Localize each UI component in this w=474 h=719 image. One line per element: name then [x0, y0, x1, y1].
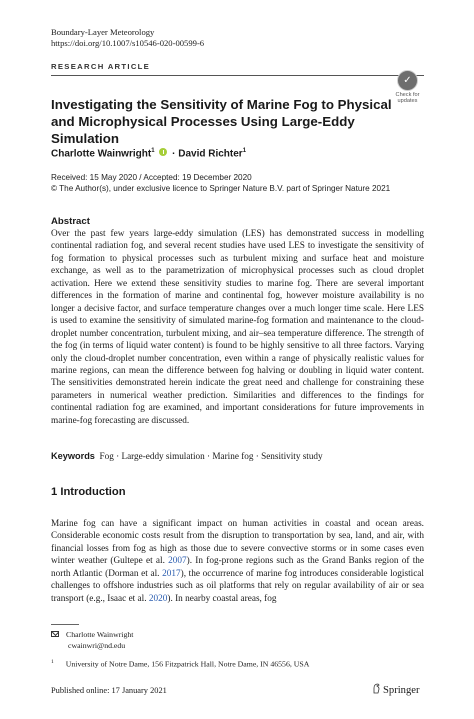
orcid-icon[interactable] — [159, 148, 167, 156]
corresponding-author: Charlotte Wainwright — [66, 630, 134, 639]
author-name[interactable]: Charlotte Wainwright — [51, 148, 152, 160]
citation-link[interactable]: 2020 — [148, 593, 168, 604]
section-heading-introduction: 1 Introduction — [51, 486, 126, 498]
keywords-text: Fog · Large-eddy simulation · Marine fog · Sensitivity study — [99, 451, 323, 461]
author-affiliation-marker: 1 — [242, 148, 247, 154]
keywords-line — [51, 451, 323, 461]
affiliation-footnote — [51, 659, 309, 669]
springer-horse-icon — [372, 683, 381, 694]
header-divider — [51, 75, 424, 76]
article-dates — [51, 173, 390, 195]
publisher-name: Springer — [383, 685, 420, 696]
corresponding-email[interactable]: cwainwri@nd.edu — [68, 640, 126, 650]
copyright-notice: © The Author(s), under exclusive licence to Springer Nature B.V. part of Springer Nature 2021 — [51, 183, 391, 193]
author-affiliation-marker: 1 — [151, 148, 155, 154]
check-updates-icon: ✓ — [397, 70, 418, 91]
correspondence-block — [51, 630, 133, 651]
published-online: Published online: 17 January 2021 — [51, 686, 167, 695]
author-name[interactable]: David Richter — [178, 148, 243, 160]
badge-line2: updates — [397, 98, 418, 104]
author-separator: · — [172, 148, 176, 160]
journal-header — [51, 27, 204, 50]
keywords-label: Keywords — [51, 451, 95, 461]
introduction-paragraph — [51, 518, 424, 605]
intro-text: ). In fog-prone regions such as the Grand Banks region of the north Atlantic (Dorman et al. — [51, 556, 424, 579]
intro-text: Marine fog can have a significant impact on human activities in coastal and ocean areas. Considerable economic costs result from the disruption to transportation by sea, land, and air, with financial losses from fog as high as those due to severe convective storms or in some cases even winter weather (Gultepe et al. — [51, 519, 424, 567]
springer-logo — [372, 683, 419, 696]
intro-text: ). In nearby coastal areas, fog — [167, 593, 277, 604]
footnote-divider — [51, 624, 79, 625]
author-list — [51, 148, 246, 159]
citation-link[interactable]: 2017 — [162, 568, 181, 579]
citation-link[interactable]: 2007 — [168, 556, 187, 567]
affiliation-text: University of Notre Dame, 156 Fitzpatrick Hall, Notre Dame, IN 46556, USA — [65, 659, 310, 669]
article-type-label: RESEARCH ARTICLE — [51, 62, 151, 71]
intro-text: ), the occurrence of marine fog introduces considerable logistical challenges to offshore industries such as oil platforms that rely on regular availability of air or sea transport (e.g., Isaac et al. — [51, 568, 424, 604]
affiliation-marker: 1 — [51, 659, 54, 665]
envelope-icon — [51, 631, 59, 637]
abstract-heading: Abstract — [51, 216, 90, 227]
received-accepted-dates: Received: 15 May 2020 / Accepted: 19 December 2020 — [51, 173, 252, 182]
article-title: Investigating the Sensitivity of Marine Fog to Physical and Microphysical Processes Using Large-Eddy Simulation — [51, 97, 392, 146]
abstract-text: Over the past few years large-eddy simulation (LES) has demonstrated success in modelling continental radiation fog, and several recent studies have used LES to investigate the sensitivity of fog formation to physical processes such as turbulent mixing and surface heat and moisture exchange, as well as to the parametrization of microphysical processes such as cloud droplet activation. Here we extend these sensitivity studies to marine fog. There are several important differences in the formation of marine and continental fog, however moisture availability is no longer a decisive factor, and surface temperature changes over a much longer time scale. Here LES is used to examine the sensitivity of simulated marine-fog formation and maintenance to the cloud-droplet number concentration, turbulent mixing, and air–sea temperature difference. The strength of the fog (in terms of liquid water content) is found to be highly sensitive to all three factors. Varying only the cloud-droplet number concentration, even within a range of physically realistic values for marine regions, can mean the difference between fog halving or doubling in liquid water content. The sensitivities demonstrated herein indicate the great need and challenge for constraining these parameters in numerical weather prediction. Similarities and differences to the findings for continental radiation fog are examined, and important considerations for future improvements in marine-fog forecasting are discussed. — [51, 229, 424, 426]
badge-line1: Check for — [395, 92, 420, 98]
journal-name: Boundary-Layer Meteorology — [51, 27, 155, 37]
doi-link[interactable]: https://doi.org/10.1007/s10546-020-00599-6 — [51, 38, 205, 49]
